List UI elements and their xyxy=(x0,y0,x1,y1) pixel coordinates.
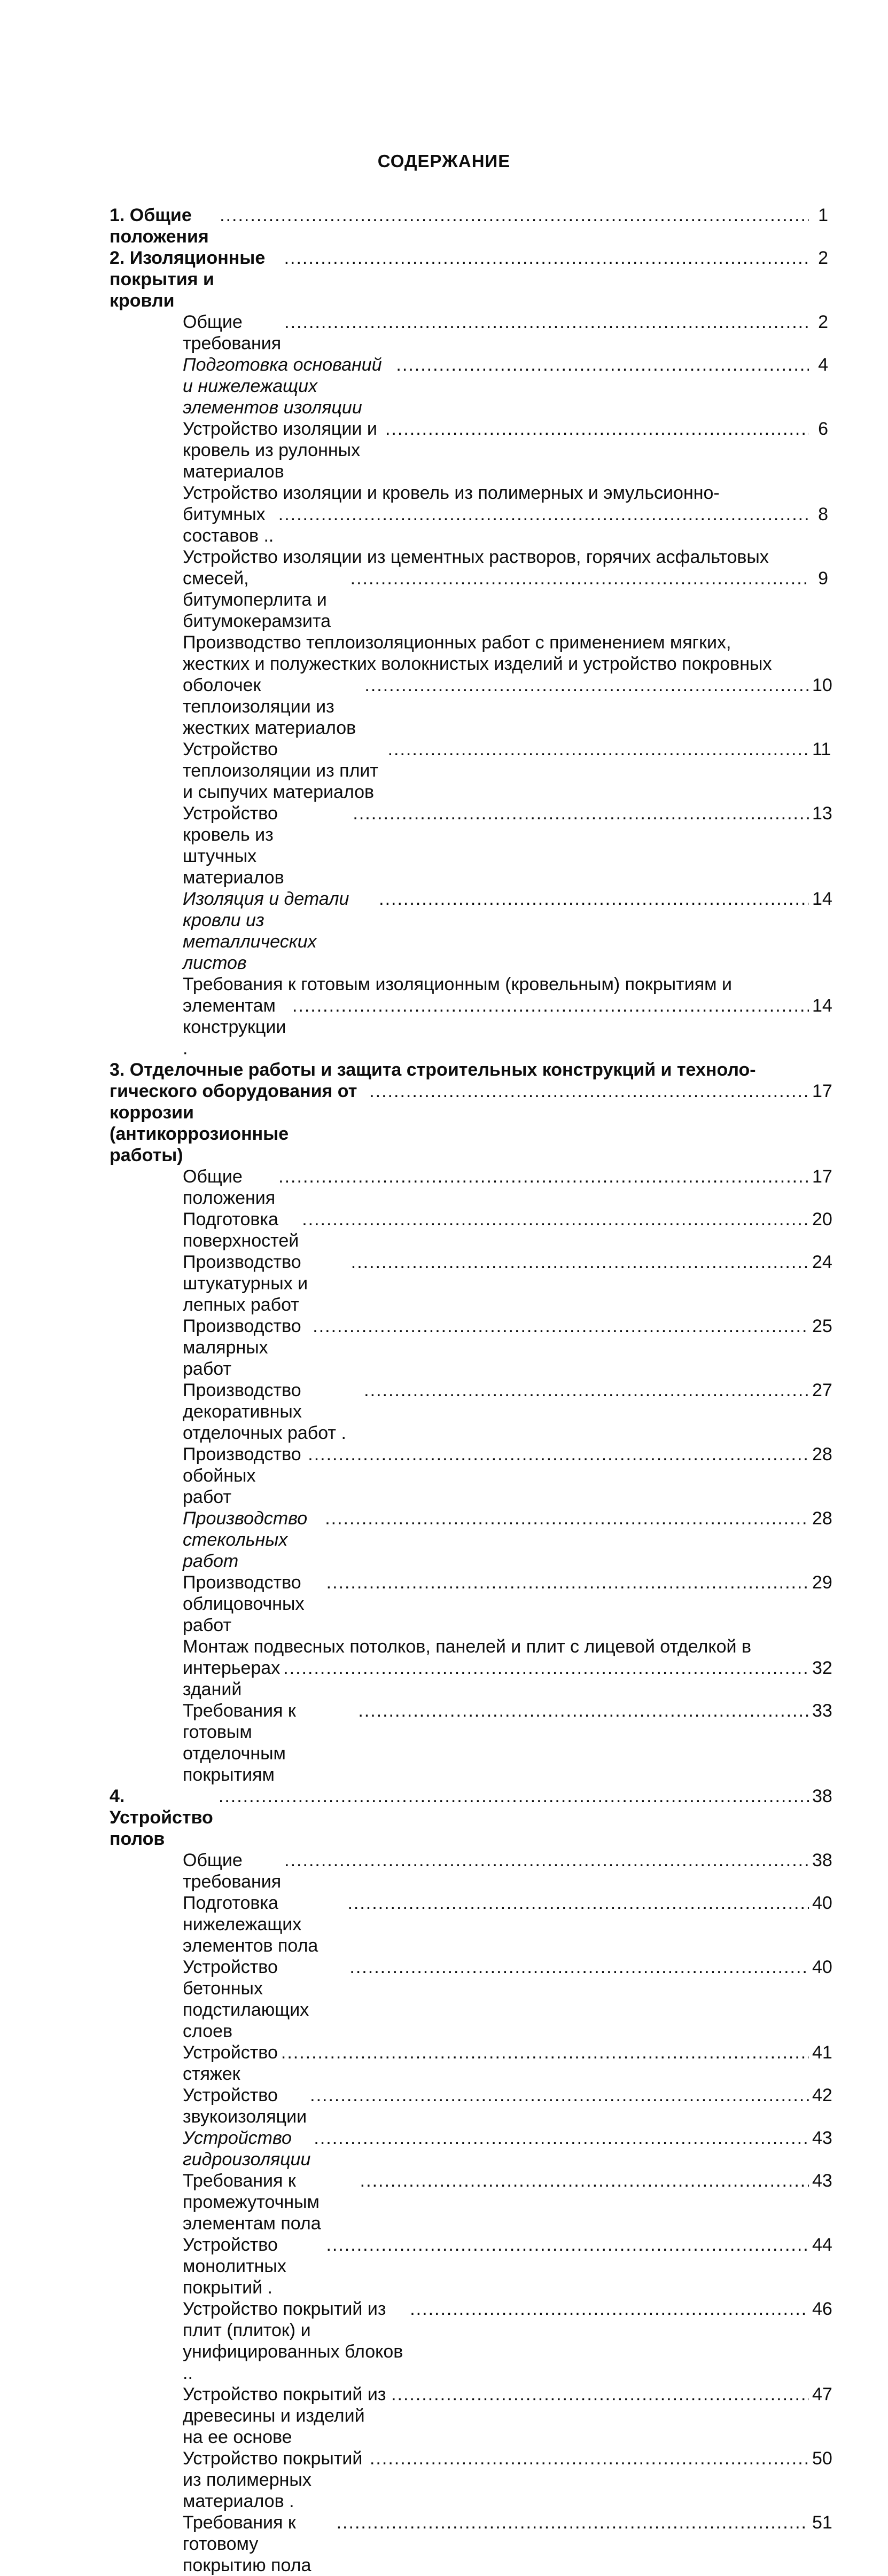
toc-entry xyxy=(110,2448,832,2512)
toc-entry xyxy=(110,247,828,311)
toc-entry xyxy=(110,1166,832,1209)
leader-dots xyxy=(220,205,809,226)
toc-entry xyxy=(110,1508,832,1572)
toc-entry-line: Устройство изоляции и кровель из полимерных и эмульсионно- xyxy=(183,483,720,503)
leader-dots xyxy=(314,2127,809,2149)
toc-page-number: 4 xyxy=(818,355,828,375)
toc-entry-title: Устройство покрытий из полимерных материалов . xyxy=(183,2448,368,2511)
toc-entry xyxy=(110,1316,832,1380)
leader-dots xyxy=(325,1508,809,1529)
leader-dots xyxy=(284,247,809,269)
leader-dots xyxy=(302,1209,809,1230)
toc-entry-line: Монтаж подвесных потолков, панелей и плит с лицевой отделкой в xyxy=(183,1637,752,1657)
toc-entry xyxy=(110,1786,832,1850)
toc-page-number: 40 xyxy=(812,1893,832,1913)
toc-page-number: 14 xyxy=(812,996,832,1016)
toc-page-number: 50 xyxy=(812,2448,832,2469)
toc-entry-title: Производство облицовочных работ xyxy=(183,1572,309,1635)
toc-page-number: 2 xyxy=(818,312,828,332)
leader-dots xyxy=(410,2298,809,2320)
leader-dots xyxy=(360,2170,809,2191)
toc-entry xyxy=(110,995,832,1059)
toc-entry xyxy=(110,2042,832,2085)
toc-entry-line: жестких и полужестких волокнистых изделий и устройство покровных xyxy=(183,654,772,674)
leader-dots xyxy=(283,1657,809,1679)
toc-entry-line: Производство теплоизоляционных работ с применением мягких, xyxy=(183,632,731,653)
toc-page-number: 51 xyxy=(812,2512,832,2533)
toc-entry-title: Устройство монолитных покрытий . xyxy=(183,2235,292,2298)
toc-page-number: 20 xyxy=(812,1209,832,1230)
toc-page-number: 44 xyxy=(812,2235,832,2255)
toc-page-number: 9 xyxy=(818,568,828,589)
leader-dots xyxy=(281,2042,809,2063)
toc-page-number: 40 xyxy=(812,1957,832,1977)
toc-entry xyxy=(110,2127,832,2170)
leader-dots xyxy=(310,2085,809,2106)
leader-dots xyxy=(370,2448,809,2469)
toc-page-number: 32 xyxy=(812,1658,832,1678)
toc-entry-title: Общие требования xyxy=(183,1850,282,1892)
leader-dots xyxy=(278,1166,809,1187)
leader-dots xyxy=(292,995,809,1016)
toc-entry-title: Изоляция и детали кровли из металлических листов xyxy=(183,889,354,973)
toc-entry xyxy=(110,1380,832,1444)
toc-entry-line: Устройство изоляции из цементных растворов, горячих асфальтовых xyxy=(183,547,769,567)
toc-page-number: 10 xyxy=(812,675,832,695)
toc-page-number: 13 xyxy=(812,803,832,824)
toc-page-number: 28 xyxy=(812,1444,832,1465)
toc-entry xyxy=(110,1251,832,1316)
leader-dots xyxy=(326,2234,809,2256)
toc-entry-title: битумных составов .. xyxy=(183,504,274,546)
toc-page-number: 28 xyxy=(812,1508,832,1529)
toc-page-number: 41 xyxy=(812,2042,832,2063)
toc-page-number: 38 xyxy=(812,1786,832,1806)
toc-entry-line: 3. Отделочные работы и защита строительных конструкций и техноло- xyxy=(110,1060,756,1080)
toc-entry xyxy=(110,1657,832,1700)
toc-page-number: 17 xyxy=(812,1166,832,1187)
toc-entry-title: Производство малярных работ xyxy=(183,1316,307,1379)
toc-page-number: 1 xyxy=(818,205,828,225)
toc-entry-title: Устройство кровель из штучных материалов xyxy=(183,803,284,888)
toc-entry xyxy=(110,2085,832,2127)
toc-entry xyxy=(110,675,832,739)
leader-dots xyxy=(313,1316,809,1337)
leader-dots xyxy=(308,1444,809,1465)
leader-dots xyxy=(391,2384,809,2405)
leader-dots xyxy=(350,568,809,589)
toc-entry xyxy=(110,803,832,888)
toc-page-number: 43 xyxy=(812,2171,832,2191)
toc-entry-title: Производство стекольных работ xyxy=(183,1508,313,1571)
toc-entry xyxy=(110,888,832,974)
toc-entry xyxy=(110,1892,832,1956)
toc-page-number: 42 xyxy=(812,2085,832,2105)
toc-entry-title: Устройство изоляции и кровель из рулонных материалов xyxy=(183,419,383,482)
toc-entry xyxy=(110,739,831,803)
toc-entry-title: Требования к готовому покрытию пола xyxy=(183,2512,311,2575)
toc-page-number: 6 xyxy=(818,419,828,439)
leader-dots xyxy=(284,311,809,333)
toc-entry-title: Общие требования xyxy=(183,312,282,354)
toc-entry xyxy=(110,1572,832,1636)
toc-entry-title: Устройство покрытий из древесины и изделий на ее основе xyxy=(183,2384,391,2447)
toc-page-number: 14 xyxy=(812,889,832,909)
toc-entry xyxy=(110,1444,832,1508)
toc-entry-line: Требования к готовым изоляционным (кровельным) покрытиям и xyxy=(183,974,732,995)
toc-entry xyxy=(110,2298,832,2384)
toc-entry xyxy=(110,504,828,546)
leader-dots xyxy=(379,888,809,910)
page-title: СОДЕРЖАНИЕ xyxy=(377,151,511,171)
leader-dots xyxy=(349,1956,809,1978)
toc-entry-title: Устройство стяжек xyxy=(183,2042,283,2084)
toc-entry xyxy=(110,2384,832,2448)
leader-dots xyxy=(284,1850,809,1871)
toc-page-number: 24 xyxy=(812,1252,832,1272)
toc-entry xyxy=(110,418,828,482)
leader-dots xyxy=(369,1080,809,1102)
leader-dots xyxy=(278,504,809,525)
leader-dots xyxy=(219,1786,809,1807)
leader-dots xyxy=(353,803,809,824)
leader-dots xyxy=(326,1572,809,1593)
toc-page-number: 17 xyxy=(812,1081,832,1101)
toc-entry-title: Производство декоративных отделочных работ . xyxy=(183,1380,346,1443)
toc-entry xyxy=(110,568,828,632)
toc-page-number: 46 xyxy=(812,2299,832,2319)
toc-entry-title: Устройство звукоизоляции xyxy=(183,2085,307,2127)
toc-entry-title: Подготовка нижележащих элементов пола xyxy=(183,1893,318,1956)
toc-entry xyxy=(110,1850,832,1892)
toc-entry-title: Устройство покрытий из плит (плиток) и унифицированных блоков .. xyxy=(183,2299,408,2383)
toc-entry-title: 4. Устройство полов xyxy=(110,1786,219,1849)
toc-entry-title: гического оборудования от коррозии (антикоррозионные работы) xyxy=(110,1081,362,1165)
toc-entry-title: Устройство гидроизоляции xyxy=(183,2128,311,2170)
toc-page-number: 47 xyxy=(812,2384,832,2405)
toc-page-number: 25 xyxy=(812,1316,832,1336)
toc-entry xyxy=(110,1209,832,1251)
toc-entry-title: Требования к готовым отделочным покрытиям xyxy=(183,1701,301,1785)
toc-entry xyxy=(110,2170,832,2234)
toc-entry-title: смесей, битумоперлита и битумокерамзита xyxy=(183,568,332,631)
toc-entry-title: интерьерах зданий xyxy=(183,1658,285,1700)
toc-page-number: 43 xyxy=(812,2128,832,2148)
toc-page-number: 11 xyxy=(812,739,831,760)
toc-entry xyxy=(110,1080,832,1166)
leader-dots xyxy=(364,675,809,696)
leader-dots xyxy=(337,2512,809,2533)
leader-dots xyxy=(385,418,809,440)
toc-entry-title: Подготовка оснований и нижележащих элементов изоляции xyxy=(183,355,387,418)
toc-entry-title: 1. Общие положения xyxy=(110,205,209,247)
toc-entry xyxy=(110,2234,832,2298)
toc-entry xyxy=(110,2512,832,2576)
leader-dots xyxy=(351,1251,809,1273)
toc-entry-title: Подготовка поверхностей xyxy=(183,1209,299,1251)
toc-entry-title: оболочек теплоизоляции из жестких материалов xyxy=(183,675,356,738)
toc-entry-title: 2. Изоляционные покрытия и кровли xyxy=(110,248,270,311)
table-of-contents xyxy=(110,205,832,2576)
leader-dots xyxy=(358,1700,809,1721)
toc-entry-title: элементам конструкции . xyxy=(183,996,291,1059)
toc-entry-title: Производство обойных работ xyxy=(183,1444,307,1507)
toc-page-number: 29 xyxy=(812,1572,832,1593)
toc-page-number: 2 xyxy=(818,248,828,268)
toc-entry-title: Требования к промежуточным элементам пола xyxy=(183,2171,325,2234)
toc-entry-title: Производство штукатурных и лепных работ xyxy=(183,1252,313,1315)
leader-dots xyxy=(347,1892,809,1914)
toc-entry xyxy=(110,1956,832,2042)
leader-dots xyxy=(396,354,809,375)
toc-entry-title: Устройство бетонных подстилающих слоев xyxy=(183,1957,314,2041)
toc-entry xyxy=(110,205,828,247)
toc-entry-title: Устройство теплоизоляции из плит и сыпучих материалов xyxy=(183,739,384,802)
toc-page-number: 8 xyxy=(818,504,828,524)
toc-page-number: 38 xyxy=(812,1850,832,1870)
toc-page-number: 33 xyxy=(812,1701,832,1721)
toc-entry xyxy=(110,1700,832,1786)
leader-dots xyxy=(388,739,809,760)
toc-entry-title: Общие положения xyxy=(183,1166,276,1208)
toc-entry xyxy=(110,354,828,418)
toc-entry xyxy=(110,311,828,354)
toc-page-number: 27 xyxy=(812,1380,832,1400)
leader-dots xyxy=(364,1380,809,1401)
